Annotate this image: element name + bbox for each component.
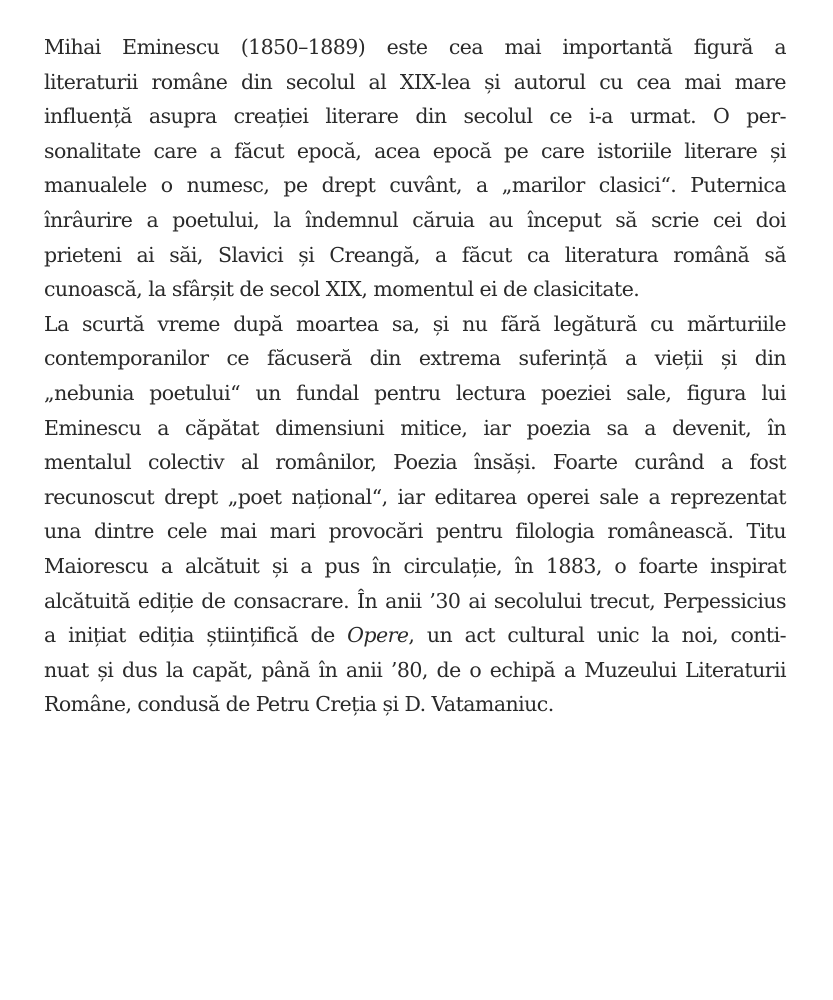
text-line: mentalul colectiv al românilor, Poezia însăși. Foarte curând a fost: [44, 450, 786, 475]
text-line: sonalitate care a făcut epocă, acea epocă pe care istoriile literare și: [44, 138, 786, 163]
text-run: , un act cultural unic la noi, conti-: [408, 623, 786, 648]
text-line: contemporanilor ce făcuseră din extrema suferință a vieții și din: [44, 346, 786, 371]
text-line: La scurtă vreme după moartea sa, și nu fără legătură cu mărturiile: [44, 311, 786, 336]
text-line: una dintre cele mai mari provocări pentru filologia românească. Titu: [44, 519, 786, 544]
text-line: [44, 618, 786, 653]
document-page: [44, 30, 786, 722]
text-line: „nebunia poetului“ un fundal pentru lectura poeziei sale, figura lui: [44, 380, 786, 405]
text-line: Eminescu a căpătat dimensiuni mitice, iar poezia sa a devenit, în: [44, 415, 786, 440]
text-run: a inițiat ediția științifică de: [44, 623, 348, 648]
text-line: recunoscut drept „poet național“, iar editarea operei sale a reprezentat: [44, 484, 786, 509]
text-line: înrâurire a poetului, la îndemnul căruia au început să scrie cei doi: [44, 207, 786, 232]
text-line: Mihai Eminescu (1850–1889) este cea mai importantă figură a: [44, 35, 786, 59]
text-line: literaturii române din secolul al XIX-lea și autorul cu cea mai mare: [44, 69, 786, 94]
paragraph-2: [44, 307, 786, 722]
text-line: Maiorescu a alcătuit și a pus în circulație, în 1883, o foarte inspirat: [44, 553, 786, 578]
text-line: manualele o numesc, pe drept cuvânt, a „marilor clasici“. Puternica: [44, 173, 786, 198]
text-line: alcătuită ediție de consacrare. În anii ’30 ai secolului trecut, Perpessicius: [44, 588, 786, 613]
text-line: nuat și dus la capăt, până în anii ’80, de o echipă a Muzeului Literaturii: [44, 657, 786, 682]
text-line: prieteni ai săi, Slavici și Creangă, a făcut ca literatura română să: [44, 242, 786, 267]
italic-title-opere: Opere: [347, 623, 409, 648]
text-line: cunoască, la sfârșit de secol XIX, momentul ei de clasicitate.: [44, 277, 640, 302]
paragraph-1: [44, 30, 786, 307]
text-line: Române, condusă de Petru Creția și D. Vatamaniuc.: [44, 692, 554, 717]
text-line: influență asupra creației literare din secolul ce i-a urmat. O per-: [44, 104, 786, 129]
